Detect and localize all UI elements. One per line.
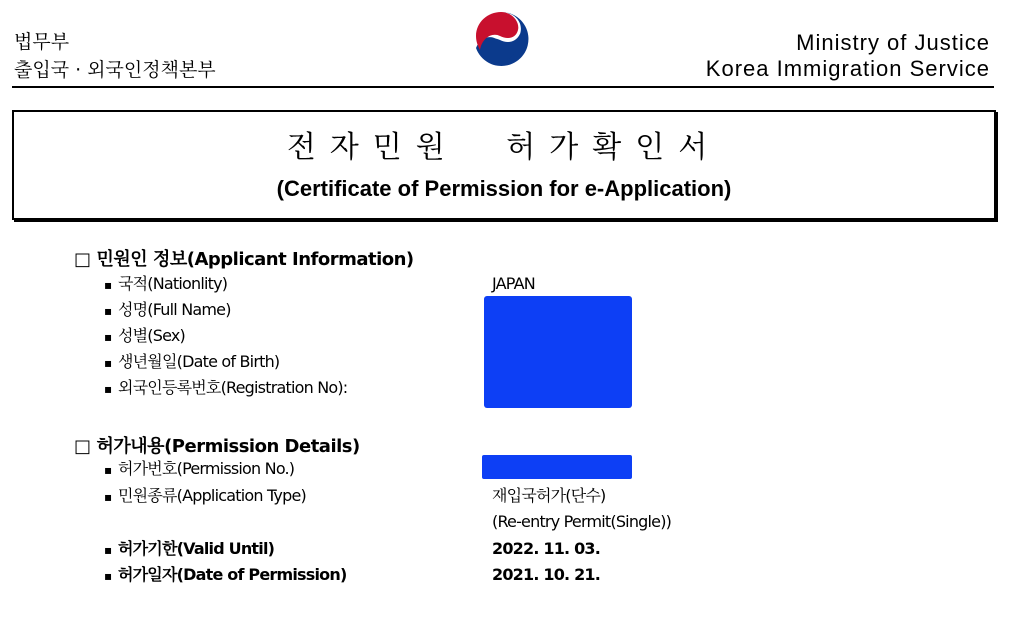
title-korean: 전자민원 허가확인서 — [286, 130, 722, 165]
org-english — [706, 30, 990, 82]
field-label: 성별(Sex) — [118, 326, 185, 345]
taegeuk-emblem-icon — [470, 8, 532, 70]
field-application-type — [104, 485, 306, 507]
field-full-name — [104, 299, 231, 321]
bullet-icon: ▪ — [104, 543, 112, 557]
field-value-application-type: 재입국허가(단수) — [492, 486, 606, 505]
field-date-of-permission — [104, 564, 346, 586]
bullet-icon: ▪ — [104, 330, 112, 344]
redaction-block-personal-info — [484, 296, 632, 408]
section-heading-permission — [74, 432, 360, 458]
bullet-icon: ▪ — [104, 463, 112, 477]
field-value-nationality: JAPAN — [492, 274, 535, 293]
redaction-block-permission-no — [482, 455, 632, 479]
field-label: 허가일자(Date of Permission) — [118, 565, 347, 584]
field-value-date-of-permission: 2021. 10. 21. — [492, 565, 601, 584]
section-heading-text: 민원인 정보(Applicant Information) — [96, 249, 414, 270]
field-label: 성명(Full Name) — [118, 300, 231, 319]
bullet-icon: ▪ — [104, 569, 112, 583]
checkbox-glyph: □ — [74, 436, 91, 457]
org-ko-line2: 출입국 · 외국인정책본부 — [14, 59, 216, 81]
field-permission-no — [104, 458, 294, 480]
field-nationality — [104, 273, 227, 295]
field-label: 허가번호(Permission No.) — [118, 459, 295, 478]
bullet-icon: ▪ — [104, 304, 112, 318]
org-en-line2: Korea Immigration Service — [705, 56, 990, 81]
section-heading-applicant — [74, 245, 414, 271]
field-value-valid-until: 2022. 11. 03. — [492, 539, 601, 558]
section-heading-text: 허가내용(Permission Details) — [96, 436, 360, 457]
field-label: 민원종류(Application Type) — [118, 486, 306, 505]
header-divider — [12, 86, 994, 88]
org-en-line1: Ministry of Justice — [796, 30, 990, 55]
bullet-icon: ▪ — [104, 490, 112, 504]
org-ko-line1: 법무부 — [14, 31, 70, 53]
checkbox-glyph: □ — [74, 249, 91, 270]
title-english: (Certificate of Permission for e-Application) — [276, 176, 732, 201]
field-label: 외국인등록번호(Registration No): — [118, 378, 348, 397]
field-registration-no — [104, 377, 347, 399]
org-korean — [14, 28, 216, 84]
field-sex — [104, 325, 185, 347]
field-value-application-type-en: (Re-entry Permit(Single)) — [492, 512, 672, 531]
field-valid-until — [104, 538, 274, 560]
field-date-of-birth — [104, 351, 279, 373]
field-label: 허가기한(Valid Until) — [118, 539, 275, 558]
bullet-icon: ▪ — [104, 278, 112, 292]
bullet-icon: ▪ — [104, 382, 112, 396]
title-box — [12, 110, 996, 220]
bullet-icon: ▪ — [104, 356, 112, 370]
field-label: 생년월일(Date of Birth) — [118, 352, 280, 371]
field-label: 국적(Nationlity) — [118, 274, 228, 293]
